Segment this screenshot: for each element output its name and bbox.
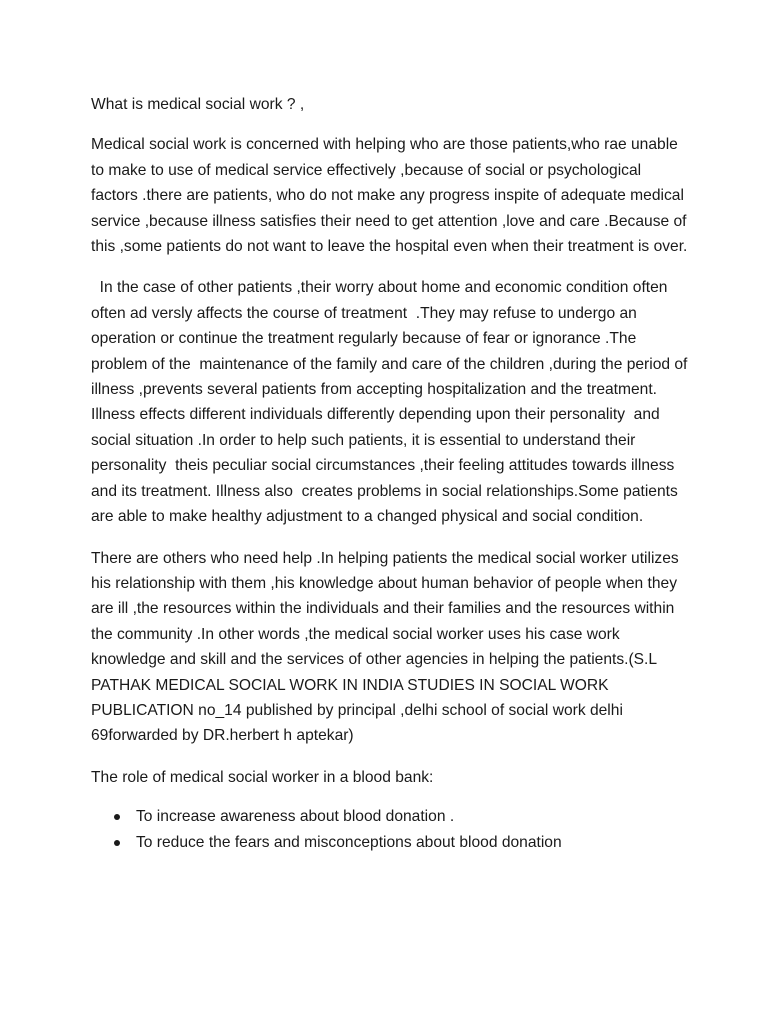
paragraph-social-worker-help: There are others who need help .In helping patients the medical social worker utilizes his relationship with them ,his knowledge about human behavior of people when they are ill ,the resources within the individuals and their families and the resources within the community .In other words ,the medical social worker uses his case work knowledge and skill and the services of other agencies in helping the patients.(S.L PATHAK MEDICAL SOCIAL WORK IN INDIA STUDIES IN SOCIAL WORK PUBLICATION no_14 published by principal ,delhi school of social work delhi 69forwarded by DR.herbert h aptekar) bbox=[91, 549, 679, 745]
role-heading: The role of medical social worker in a blood bank: bbox=[91, 768, 434, 786]
paragraph-other-patients: In the case of other patients ,their worry about home and economic condition often often ad versly affects the course of treatment .They may refuse to undergo an operation or continue the treatment regularly because of fear or ignorance .The problem of the maintenance of the family and care of the children ,during the period of illness ,prevents several patients from accepting hospitalization and the treatment. Illness effects different individuals differently depending upon their personality and social situation .In order to help such patients, it is essential to understand their personality theis peculiar social circumstances ,their feeling attitudes towards illness and its treatment. Illness also creates problems in social relationships.Some patients are able to make healthy adjustment to a changed physical and social condition. bbox=[91, 279, 692, 526]
role-bullet-list bbox=[91, 804, 691, 855]
bullet-icon bbox=[114, 840, 120, 846]
list-item-text: To increase awareness about blood donation . bbox=[136, 808, 455, 826]
list-item-text: To reduce the fears and misconceptions about blood donation bbox=[136, 833, 562, 851]
list-item bbox=[91, 830, 691, 855]
document-heading: What is medical social work ? , bbox=[91, 96, 305, 113]
document-body bbox=[91, 92, 691, 855]
list-item bbox=[91, 804, 691, 829]
paragraph-definition: Medical social work is concerned with helping who are those patients,who rae unable to make to use of medical service effectively ,because of social or psychological factors .there are patients, who do not make any progress inspite of adequate medical service ,because illness satisfies their need to get attention ,love and care .Because of this ,some patients do not want to leave the hospital even when their treatment is over. bbox=[91, 136, 688, 256]
bullet-icon bbox=[114, 814, 120, 820]
